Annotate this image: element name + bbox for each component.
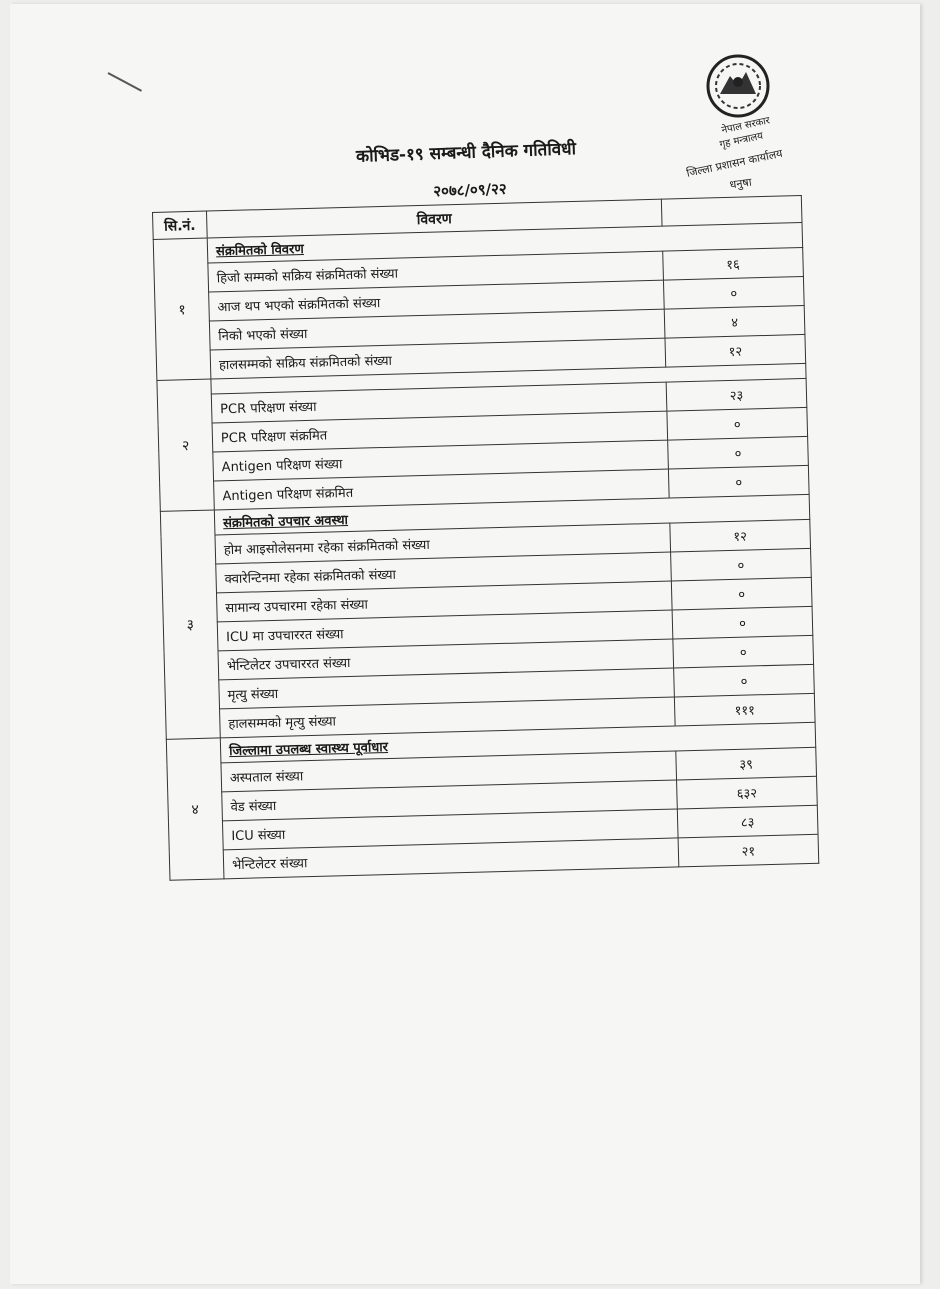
document-title: कोभिड-१९ सम्बन्धी दैनिक गतिविधी: [355, 139, 577, 167]
row-value: ६३२: [677, 776, 818, 809]
row-label: Antigen परिक्षण संख्या: [213, 440, 669, 481]
row-label: भेन्टिलेटर उपचाररत संख्या: [218, 639, 674, 680]
scan-mark: [108, 72, 142, 92]
section-heading: संक्रमितको विवरण: [207, 222, 802, 263]
row-value: ८३: [677, 805, 818, 838]
row-value: ०: [663, 276, 804, 309]
serial-number: ४: [166, 738, 224, 880]
row-label: होम आइसोलेसनमा रहेका संक्रमितको संख्या: [215, 523, 671, 564]
row-value: १२: [665, 334, 806, 367]
section-heading: संक्रमितको उपचार अवस्था: [214, 494, 809, 535]
row-label: अस्पताल संख्या: [221, 751, 677, 792]
row-value: ०: [668, 436, 809, 469]
document-page: [10, 4, 920, 1284]
row-label: हालसम्मको मृत्यु संख्या: [220, 697, 676, 738]
row-value: २३: [666, 378, 807, 411]
serial-number: २: [157, 379, 214, 511]
serial-number: १: [153, 238, 211, 380]
row-label: हालसम्मको सक्रिय संक्रमितको संख्या: [210, 338, 666, 379]
seal-line-3: जिल्ला प्रशासन कार्यालय: [685, 146, 784, 180]
table-body: [153, 222, 819, 880]
stats-table: [152, 195, 819, 881]
section-heading: जिल्लामा उपलब्ध स्वास्थ्य पूर्वाधार: [220, 722, 815, 763]
row-label: सामान्य उपचारमा रहेका संख्या: [216, 581, 672, 622]
row-label: वेड संख्या: [222, 780, 678, 821]
row-label: ICU संख्या: [222, 809, 678, 850]
row-label: Antigen परिक्षण संक्रमित: [214, 469, 670, 510]
row-value: २१: [678, 834, 819, 867]
row-value: ०: [674, 664, 815, 697]
row-value: ०: [671, 577, 812, 610]
row-value: ०: [667, 407, 808, 440]
row-value: ०: [668, 465, 809, 498]
row-label: PCR परिक्षण संक्रमित: [212, 411, 668, 452]
row-label: भेन्टिलेटर संख्या: [223, 838, 679, 879]
seal-line-2: गृह मन्त्रालय: [718, 130, 765, 151]
row-label: ICU मा उपचाररत संख्या: [217, 610, 673, 651]
header-sn: सि.नं.: [153, 211, 208, 239]
row-label: हिजो सम्मको सक्रिय संक्रमितको संख्या: [208, 251, 664, 292]
row-label: आज थप भएको संक्रमितको संख्या: [209, 280, 665, 321]
government-seal: [678, 46, 828, 196]
row-value: १२: [670, 519, 811, 552]
row-value: १६: [663, 247, 804, 280]
row-label: निको भएको संख्या: [209, 309, 665, 350]
row-label: क्वारेन्टिनमा रहेका संक्रमितको संख्या: [216, 552, 672, 593]
row-label: PCR परिक्षण संख्या: [211, 382, 667, 423]
row-value: १११: [674, 693, 815, 726]
document-date: २०७८/०९/२२: [433, 179, 507, 201]
seal-line-4: धनुषा: [728, 175, 753, 192]
row-value: ४: [664, 305, 805, 338]
header-description: विवरण: [206, 199, 662, 238]
stats-table-wrap: [152, 195, 819, 881]
row-label: मृत्यु संख्या: [219, 668, 675, 709]
row-value: ०: [671, 548, 812, 581]
header-value: [661, 195, 802, 226]
serial-number: ३: [160, 510, 220, 739]
row-value: ०: [673, 635, 814, 668]
seal-line-1: नेपाल सरकार: [720, 115, 771, 137]
row-value: ०: [672, 606, 813, 639]
row-value: ३९: [676, 747, 817, 780]
